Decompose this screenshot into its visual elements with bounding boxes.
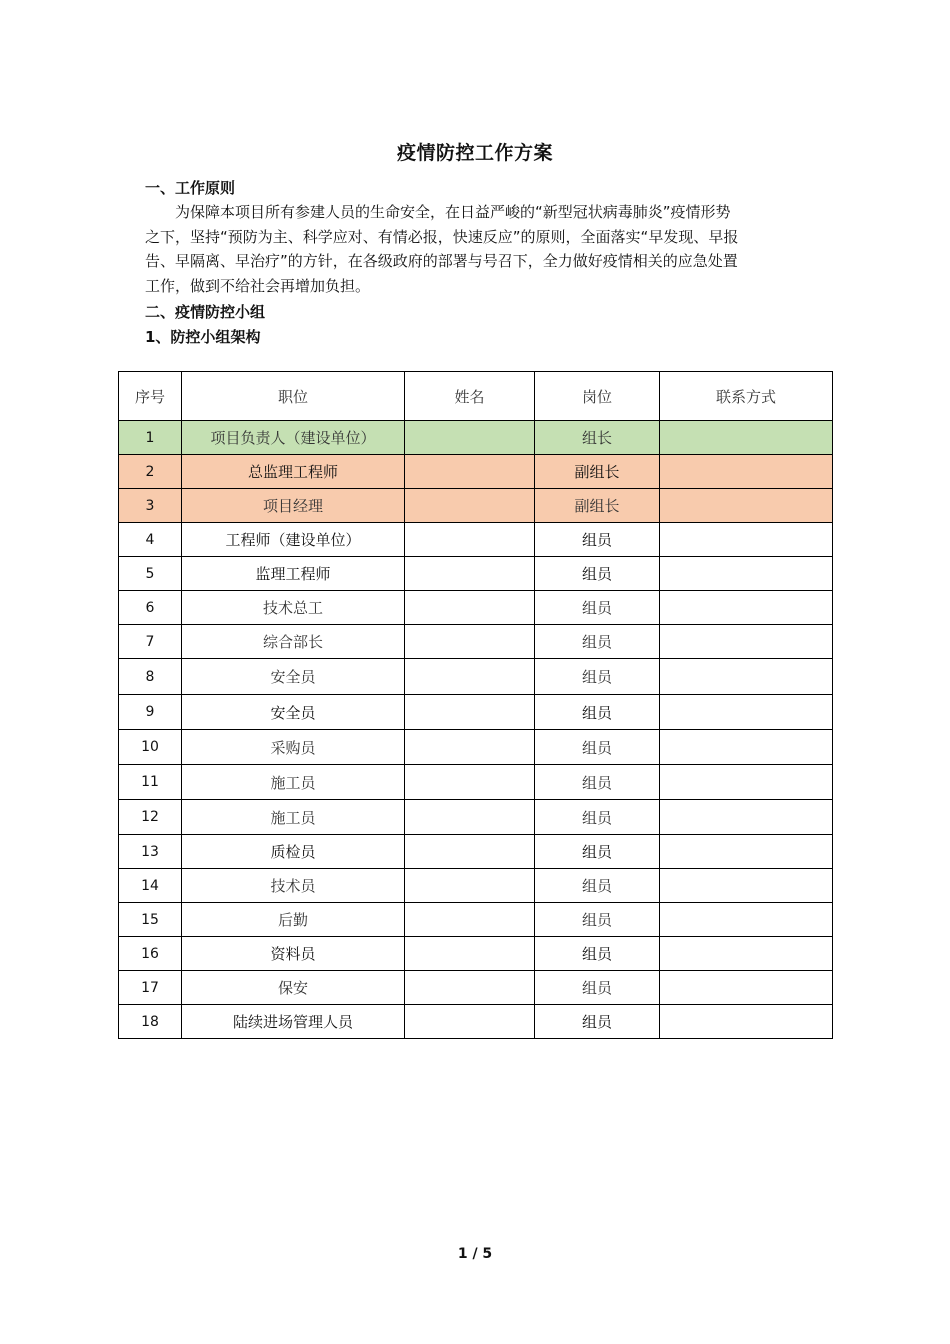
cell-no: 4 [119, 523, 182, 557]
cell-no: 5 [119, 557, 182, 591]
cell-role: 组员 [535, 971, 660, 1005]
cell-name [405, 1005, 535, 1039]
table-row [119, 1005, 833, 1039]
page-indicator: 1 / 5 [457, 1246, 493, 1262]
cell-role: 组员 [535, 730, 660, 765]
cell-no: 1 [119, 421, 182, 455]
table-row [119, 971, 833, 1005]
cell-name [405, 937, 535, 971]
cell-role: 组员 [535, 835, 660, 869]
header-name: 姓名 [405, 372, 535, 421]
team-structure-table [118, 371, 833, 1039]
cell-name [405, 869, 535, 903]
cell-position: 安全员 [182, 695, 405, 730]
cell-name [405, 765, 535, 800]
cell-role: 组员 [535, 695, 660, 730]
cell-role: 组员 [535, 659, 660, 695]
table-row [119, 523, 833, 557]
cell-role: 组员 [535, 557, 660, 591]
cell-position: 技术员 [182, 869, 405, 903]
cell-no: 2 [119, 455, 182, 489]
cell-position: 综合部长 [182, 625, 405, 659]
cell-contact [660, 903, 833, 937]
table-row [119, 591, 833, 625]
cell-role: 组员 [535, 800, 660, 835]
cell-contact [660, 730, 833, 765]
cell-name [405, 591, 535, 625]
header-role: 岗位 [535, 372, 660, 421]
cell-contact [660, 937, 833, 971]
cell-name [405, 695, 535, 730]
cell-role: 组员 [535, 591, 660, 625]
cell-position: 技术总工 [182, 591, 405, 625]
cell-contact [660, 523, 833, 557]
cell-position: 后勤 [182, 903, 405, 937]
table-header-row [119, 372, 833, 421]
cell-role: 组员 [535, 937, 660, 971]
cell-role: 组员 [535, 523, 660, 557]
cell-no: 17 [119, 971, 182, 1005]
section2-heading: 二、疫情防控小组 [145, 303, 266, 321]
cell-no: 8 [119, 659, 182, 695]
cell-name [405, 625, 535, 659]
cell-role: 组员 [535, 765, 660, 800]
paragraph-line: 为保障本项目所有参建人员的生命安全，在日益严峻的“新型冠状病毒肺炎”疫情形势 [145, 203, 731, 221]
table-row [119, 489, 833, 523]
cell-no: 10 [119, 730, 182, 765]
cell-name [405, 659, 535, 695]
table-row [119, 800, 833, 835]
cell-role: 组员 [535, 869, 660, 903]
cell-contact [660, 455, 833, 489]
cell-contact [660, 835, 833, 869]
cell-name [405, 730, 535, 765]
subsection-heading: 1、防控小组架构 [145, 328, 261, 346]
cell-contact [660, 625, 833, 659]
section1-heading: 一、工作原则 [145, 179, 236, 197]
table-row [119, 903, 833, 937]
cell-contact [660, 971, 833, 1005]
table-row [119, 835, 833, 869]
table-row [119, 659, 833, 695]
header-no: 序号 [119, 372, 182, 421]
cell-position: 施工员 [182, 800, 405, 835]
cell-contact [660, 659, 833, 695]
cell-position: 陆续进场管理人员 [182, 1005, 405, 1039]
cell-role: 组员 [535, 1005, 660, 1039]
cell-name [405, 523, 535, 557]
cell-no: 6 [119, 591, 182, 625]
cell-contact [660, 489, 833, 523]
paragraph-line: 之下，坚持“预防为主、科学应对、有情必报，快速反应”的原则，全面落实“早发现、早报 [145, 227, 739, 246]
cell-position: 质检员 [182, 835, 405, 869]
header-position: 职位 [182, 372, 405, 421]
cell-no: 7 [119, 625, 182, 659]
cell-no: 15 [119, 903, 182, 937]
table-row [119, 455, 833, 489]
cell-role: 副组长 [535, 489, 660, 523]
cell-position: 项目经理 [182, 489, 405, 523]
cell-no: 3 [119, 489, 182, 523]
paragraph-line: 工作，做到不给社会再增加负担。 [145, 277, 371, 296]
table-row [119, 695, 833, 730]
cell-no: 16 [119, 937, 182, 971]
cell-no: 9 [119, 695, 182, 730]
cell-no: 12 [119, 800, 182, 835]
cell-contact [660, 800, 833, 835]
cell-role: 组长 [535, 421, 660, 455]
cell-position: 总监理工程师 [182, 455, 405, 489]
table-row [119, 557, 833, 591]
cell-contact [660, 557, 833, 591]
cell-no: 14 [119, 869, 182, 903]
cell-contact [660, 421, 833, 455]
cell-no: 13 [119, 835, 182, 869]
cell-name [405, 835, 535, 869]
cell-name [405, 421, 535, 455]
paragraph-line: 告、早隔离、早治疗”的方针，在各级政府的部署与号召下，全力做好疫情相关的应急处置 [145, 252, 738, 271]
table-row [119, 869, 833, 903]
section1-paragraph [145, 200, 813, 299]
cell-role: 组员 [535, 903, 660, 937]
cell-role: 副组长 [535, 455, 660, 489]
cell-position: 资料员 [182, 937, 405, 971]
cell-name [405, 800, 535, 835]
cell-position: 保安 [182, 971, 405, 1005]
cell-name [405, 489, 535, 523]
table-row [119, 625, 833, 659]
cell-name [405, 557, 535, 591]
cell-contact [660, 695, 833, 730]
cell-contact [660, 869, 833, 903]
cell-name [405, 971, 535, 1005]
cell-position: 监理工程师 [182, 557, 405, 591]
table-row [119, 937, 833, 971]
cell-no: 18 [119, 1005, 182, 1039]
cell-name [405, 455, 535, 489]
table-row [119, 730, 833, 765]
cell-position: 安全员 [182, 659, 405, 695]
cell-position: 项目负责人（建设单位） [182, 421, 405, 455]
cell-position: 采购员 [182, 730, 405, 765]
table-row [119, 765, 833, 800]
cell-name [405, 903, 535, 937]
cell-no: 11 [119, 765, 182, 800]
cell-role: 组员 [535, 625, 660, 659]
document-title: 疫情防控工作方案 [396, 142, 553, 164]
cell-contact [660, 591, 833, 625]
table-row [119, 421, 833, 455]
cell-position: 工程师（建设单位） [182, 523, 405, 557]
cell-position: 施工员 [182, 765, 405, 800]
cell-contact [660, 765, 833, 800]
cell-contact [660, 1005, 833, 1039]
header-contact: 联系方式 [660, 372, 833, 421]
